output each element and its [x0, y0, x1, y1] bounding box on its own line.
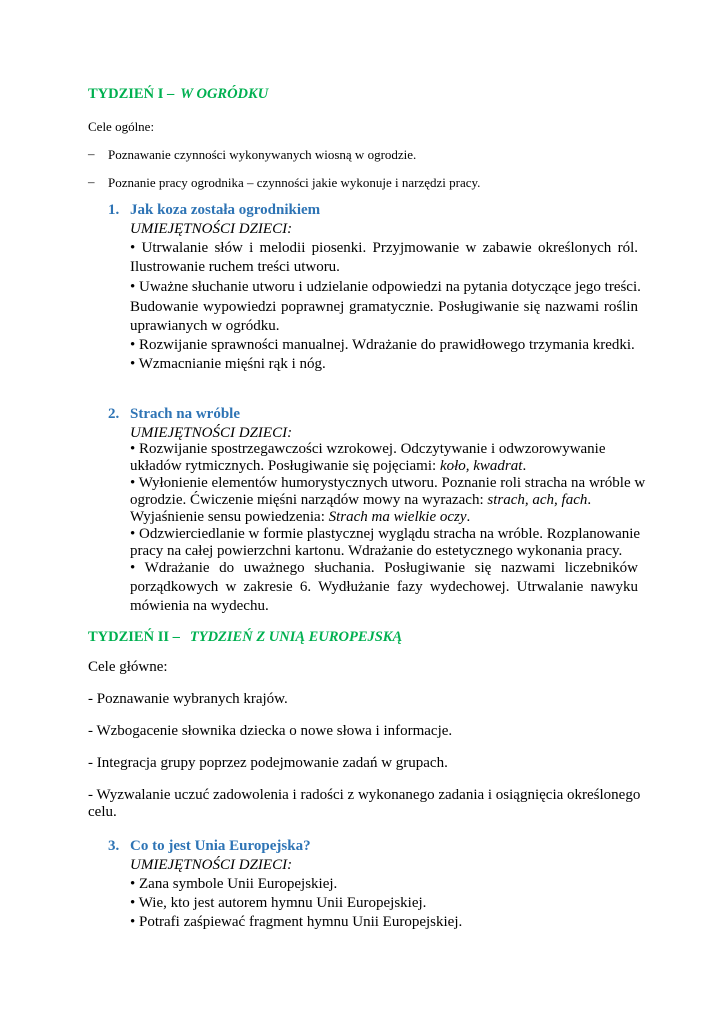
lesson2-line-4-end: .: [587, 492, 592, 508]
lesson3-number: 3.: [108, 838, 120, 854]
lesson1-line-5: uprawianych w ogródku.: [130, 318, 280, 334]
lesson2-line-1: • Rozwijanie spostrzegawczości wzrokowej. Odczytywanie i odwzorowywanie: [130, 441, 606, 457]
week1-goals-label: Cele ogólne:: [88, 119, 155, 134]
lesson2-line-3: • Wyłonienie elementów humorystycznych utworu. Poznanie roli stracha na wróble w: [130, 475, 646, 491]
lesson1-line-2: Ilustrowanie ruchem treści utworu.: [130, 259, 340, 275]
lesson2-line-5-text: Wyjaśnienie sensu powiedzenia:: [130, 509, 329, 525]
lesson2-line-2-end: .: [522, 458, 527, 474]
lesson2-line-2: [130, 458, 526, 475]
lesson2-title: Strach na wróble: [130, 406, 240, 422]
lesson1-title: Jak koza została ogrodnikiem: [130, 202, 321, 218]
lesson1-line-6: • Rozwijanie sprawności manualnej. Wdrażanie do prawidłowego trzymania kredki.: [130, 337, 635, 353]
lesson1-line-3: • Uważne słuchanie utworu i udzielanie odpowiedzi na pytania dotyczące jego treści.: [130, 279, 641, 295]
lesson2-line-5-italic: Strach ma wielkie oczy: [328, 509, 467, 525]
lesson2-line-4-italic: strach, ach, fach: [487, 492, 588, 508]
lesson3-line-3: • Potrafi zaśpiewać fragment hymnu Unii Europejskiej.: [130, 914, 463, 930]
week2-goal-2: - Wzbogacenie słownika dziecka o nowe słowa i informacje.: [88, 723, 453, 739]
lesson2-line-2-italic: koło, kwadrat: [439, 458, 523, 474]
week1-goal-1: Poznawanie czynności wykonywanych wiosną w ogrodzie.: [108, 147, 417, 162]
week2-goal-3: - Integracja grupy poprzez podejmowanie zadań w grupach.: [88, 755, 448, 771]
week2-title: TYDZIEŃ Z UNIĄ EUROPEJSKĄ: [189, 629, 403, 645]
lesson3-line-2: • Wie, kto jest autorem hymnu Unii Europejskiej.: [130, 895, 427, 911]
lesson3-title: Co to jest Unia Europejska?: [130, 838, 311, 854]
week1-title: W OGRÓDKU: [180, 86, 269, 102]
week2-goal-1: - Poznawanie wybranych krajów.: [88, 691, 288, 707]
lesson2-line-7: pracy na całej powierzchni kartonu. Wdrażanie do estetycznego wykonania pracy.: [130, 543, 623, 559]
week1-label: TYDZIEŃ I –: [88, 86, 175, 102]
lesson2-line-5: [130, 509, 470, 526]
dash-bullet: –: [88, 146, 95, 161]
lesson3-line-1: • Zana symbole Unii Europejskiej.: [130, 876, 338, 892]
lesson2-line-4: [130, 492, 591, 509]
week2-heading: [88, 629, 402, 646]
lesson1-line-7: • Wzmacnianie mięśni rąk i nóg.: [130, 356, 326, 372]
week2-goal-5: celu.: [88, 804, 117, 820]
dash-bullet: –: [88, 174, 95, 189]
lesson2-skills-label: UMIEJĘTNOŚCI DZIECI:: [130, 425, 293, 441]
lesson1-skills-label: UMIEJĘTNOŚCI DZIECI:: [130, 221, 293, 237]
lesson2-line-2-text: układów rytmicznych. Posługiwanie się pojęciami:: [130, 458, 440, 474]
week2-label: TYDZIEŃ II –: [88, 629, 180, 645]
week1-heading: [88, 86, 268, 103]
lesson1-line-1: • Utrwalanie słów i melodii piosenki. Przyjmowanie w zabawie określonych ról.: [130, 240, 638, 256]
lesson2-number: 2.: [108, 406, 120, 422]
lesson2-line-8: • Wdrażanie do uważnego słuchania. Posługiwanie się nazwami liczebników: [130, 560, 638, 576]
lesson2-line-5-end: .: [466, 509, 471, 525]
lesson2-line-10: mówienia na wydechu.: [130, 598, 269, 614]
lesson2-line-9: porządkowych w zakresie 6. Wydłużanie fazy wydechowej. Utrwalanie nawyku: [130, 579, 638, 595]
week1-goal-2: Poznanie pracy ogrodnika – czynności jakie wykonuje i narzędzi pracy.: [108, 175, 481, 190]
week2-goal-4: - Wyzwalanie uczuć zadowolenia i radości z wykonanego zadania i osiągnięcia określonego: [88, 787, 641, 803]
week2-goals-label: Cele główne:: [88, 659, 168, 675]
lesson2-line-6: • Odzwierciedlanie w formie plastycznej wyglądu stracha na wróble. Rozplanowanie: [130, 526, 641, 542]
lesson3-skills-label: UMIEJĘTNOŚCI DZIECI:: [130, 857, 293, 873]
lesson2-line-4-text: ogrodzie. Ćwiczenie mięśni narządów mowy na wyrazach:: [130, 492, 488, 508]
lesson1-line-4: Budowanie wypowiedzi poprawnej gramatycznie. Posługiwanie się nazwami roślin: [130, 299, 638, 315]
lesson1-number: 1.: [108, 202, 120, 218]
